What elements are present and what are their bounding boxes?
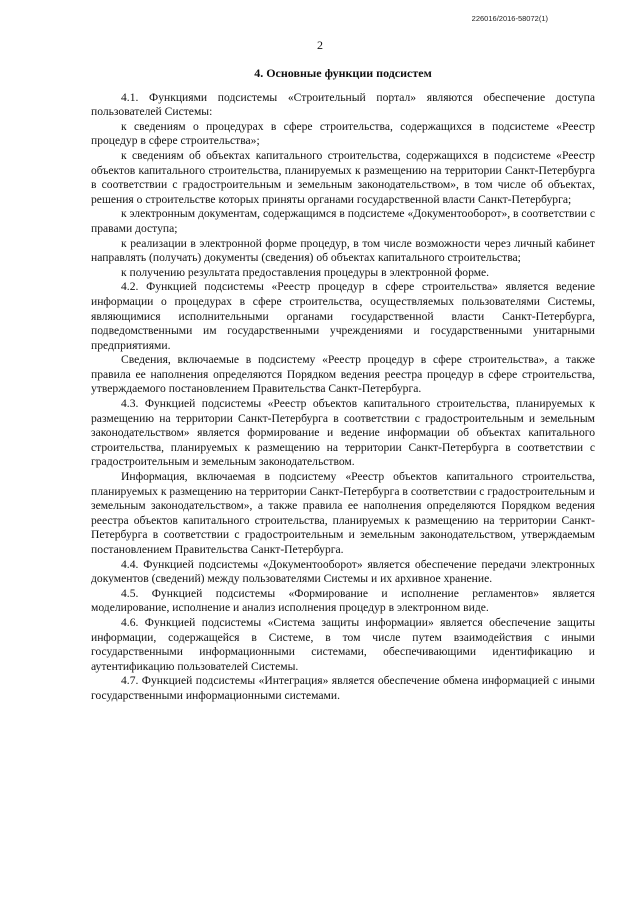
paragraph-4-5: 4.5. Функцией подсистемы «Формирование и исполнение регламентов» является моделирование, исполнение и анализ исполнения процедур в электронном виде. <box>91 586 595 615</box>
paragraph-access-documents: к электронным документам, содержащимся в подсистеме «Документооборот», в соответствии с правами доступа; <box>91 207 595 235</box>
paragraph-4-7: 4.7. Функцией подсистемы «Интеграция» является обеспечение обмена информацией с иными государственными информационными системами. <box>91 674 595 702</box>
paragraph-4-2: 4.2. Функцией подсистемы «Реестр процедур в сфере строительства» является ведение информации о процедурах в сфере строительства, осуществляемых пользователями Системы, являющимися исполнительными органами государственной власти Санкт-Петербурга, подведомственными им государственными учреждениями и государственными унитарными предприятиями. <box>91 280 595 352</box>
paragraph-4-2-info: Сведения, включаемые в подсистему «Реестр процедур в сфере строительства», а также правила ее наполнения определяются Порядком ведения реестра процедур в сфере строительства, утверждаемого постановлением Правительства Санкт-Петербурга. <box>91 353 595 396</box>
paragraph-4-4: 4.4. Функцией подсистемы «Документооборот» является обеспечение передачи электронных документов (сведений) между пользователями Системы и их архивное хранение. <box>91 557 595 586</box>
paragraph-4-3: 4.3. Функцией подсистемы «Реестр объектов капитального строительства, планируемых к размещению на территории Санкт-Петербурга в соответствии с градостроительным и земельным законодательством» является формирование и ведение информации об объектах капитального строительства, планируемых к размещению на территории Санкт-Петербурга в соответствии с градостроительным и земельным законодательством. <box>91 397 595 469</box>
document-body <box>91 66 595 704</box>
document-id: 226016/2016-58072(1) <box>471 14 548 23</box>
paragraph-4-6: 4.6. Функцией подсистемы «Система защиты информации» является обеспечение защиты информации, содержащейся в Системе, в том числе путем взаимодействия с иными государственными информационными системами, обеспечивающими идентификацию и аутентификацию пользователей Системы. <box>91 615 595 673</box>
paragraph-4-3-info: Информация, включаемая в подсистему «Реестр объектов капитального строительства, планируемых к размещению на территории Санкт-Петербурга в соответствии с градостроительным и земельным законодательством», а также правила ее наполнения определяются Порядком ведения реестра объектов капитального строительства, планируемых к размещению на территории Санкт-Петербурга в соответствии с градостроительным и земельным законодательством, утверждаемым постановлением Правительства Санкт-Петербурга. <box>91 470 595 556</box>
paragraph-access-objects: к сведениям об объектах капитального строительства, содержащихся в подсистеме «Реестр объектов капитального строительства, планируемых к размещению на территории Санкт-Петербурга в соответствии с градостроительным и земельным законодательством», в том числе об объектах, решения о строительстве которых приняты органами государственной власти Санкт-Петербурга; <box>91 148 595 206</box>
page-number: 2 <box>317 38 323 52</box>
paragraph-access-electronic-procedures: к реализации в электронной форме процедур, в том числе возможности через личный кабинет направлять (получать) документы (сведения) об объектах капитального строительства; <box>91 236 595 265</box>
paragraph-access-results: к получению результата предоставления процедуры в электронной форме. <box>121 265 490 279</box>
paragraph-access-procedures: к сведениям о процедурах в сфере строительства, содержащихся в подсистеме «Реестр процедур в сфере строительства»; <box>91 119 595 148</box>
paragraph-4-1: 4.1. Функциями подсистемы «Строительный портал» являются обеспечение доступа пользователей Системы: <box>91 90 595 119</box>
section-title: 4. Основные функции подсистем <box>254 66 432 80</box>
